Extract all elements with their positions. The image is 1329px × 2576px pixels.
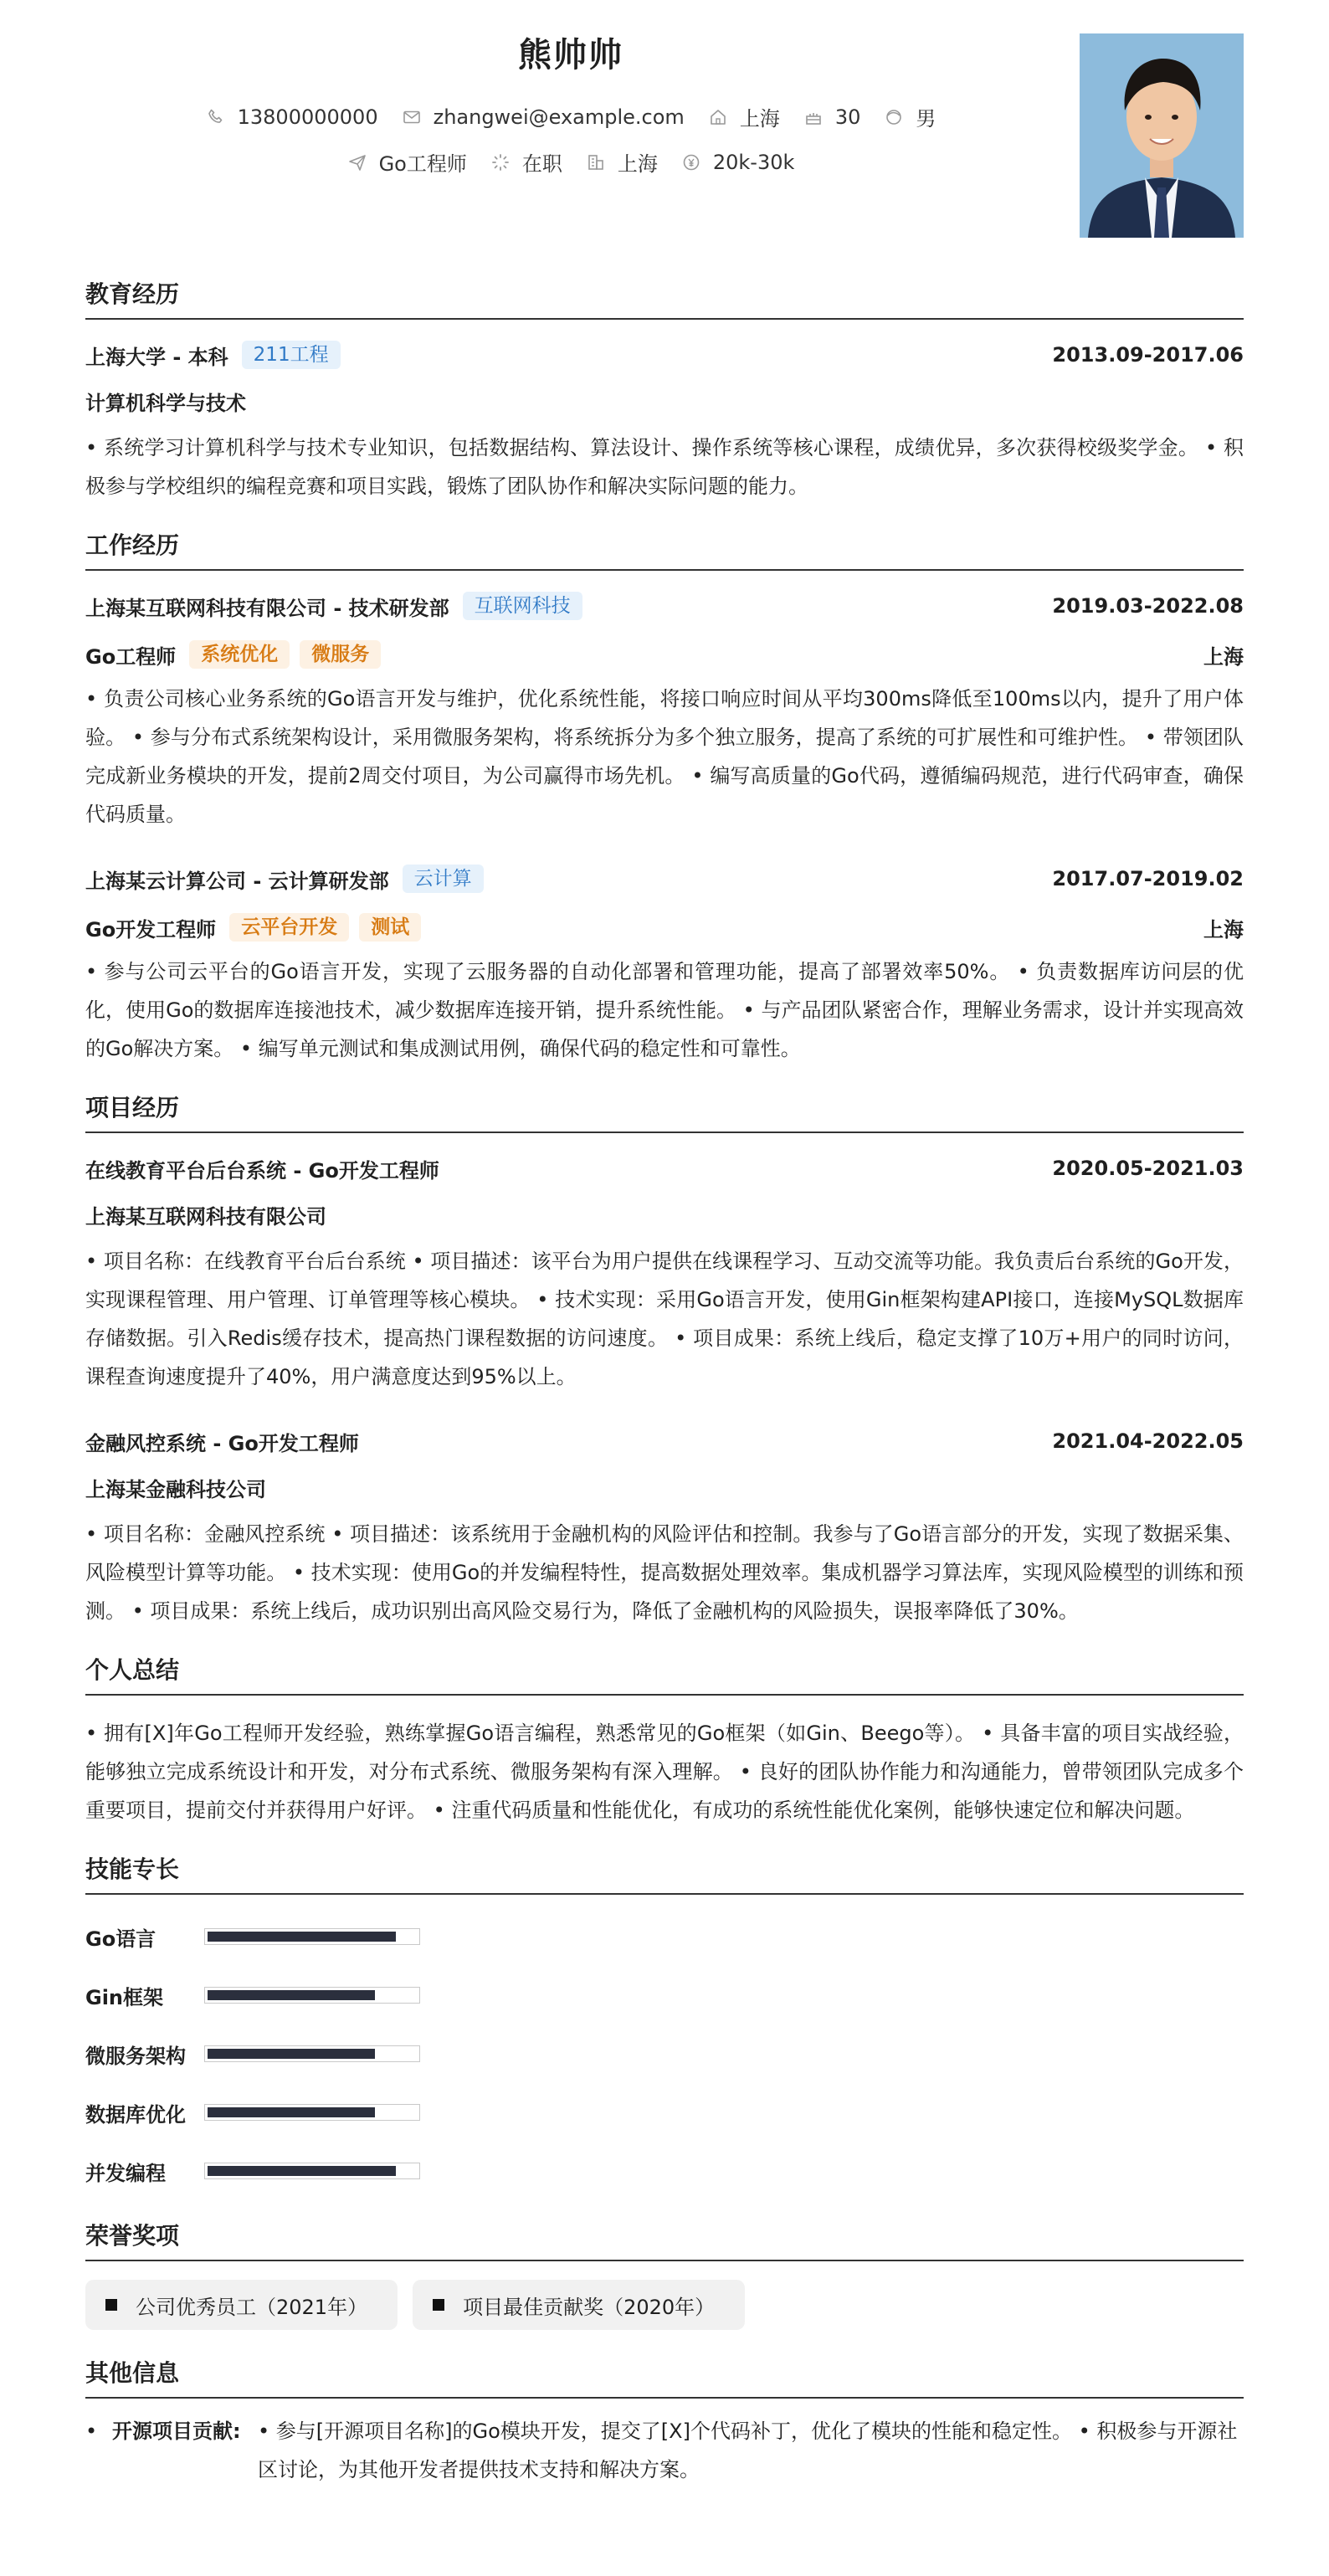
award-text: 公司优秀员工（2021年）: [136, 2295, 368, 2319]
skill-bar-fill: [208, 2166, 396, 2176]
project-period: 2020.05-2021.03: [1052, 1157, 1244, 1180]
project-name: 金融风控系统 - Go开发工程师: [85, 1431, 359, 1455]
phone-text: 13800000000: [237, 105, 378, 129]
skills-title: 技能专长: [85, 1851, 1244, 1895]
work-role: Go开发工程师: [85, 917, 217, 942]
award-text: 项目最佳贡献奖（2020年）: [463, 2295, 716, 2319]
honors-title: 荣誉奖项: [85, 2218, 1244, 2261]
skill-bar: [204, 2104, 420, 2121]
skill-name: 数据库优化: [85, 2102, 186, 2127]
project-item: [85, 1152, 1244, 1396]
skill-item: [85, 2097, 1244, 2127]
email-info: [402, 105, 685, 129]
work-desc: • 负责公司核心业务系统的Go语言开发与维护，优化系统性能，将接口响应时间从平均300ms降低至100ms以内，提升了用户体验。 • 参与分布式系统架构设计，采用微服务架构，将系统拆分为多个独立服务，提高了系统的可扩展性和可维护性。 • 带领团队完成新业务模块的开发，提前2周交付项目，为公司赢得市场先机。 • 编写高质量的Go代码，遵循编码规范，进行代码审查，确保代码质量。: [85, 687, 1244, 826]
home-icon: [708, 107, 728, 127]
education-title: 教育经历: [85, 276, 1244, 320]
salary-text: 20k-30k: [712, 150, 795, 174]
project-item: [85, 1424, 1244, 1630]
work-desc: • 参与公司云平台的Go语言开发，实现了云服务器的自动化部署和管理功能，提高了部署效率50%。 • 负责数据库访问层的优化，使用Go的数据库连接池技术，减少数据库连接开销，提升系统性能。 • 与产品团队紧密合作，理解业务需求，设计并实现高效的Go解决方案。 • 编写单元测试和集成测试用例，确保代码的稳定性和可靠性。: [85, 960, 1244, 1060]
education-header: [85, 338, 1244, 372]
age-text: 30: [834, 105, 861, 129]
work-role: Go工程师: [85, 644, 177, 669]
mail-icon: [402, 107, 422, 127]
skill-bar-fill: [208, 2049, 375, 2059]
profile-photo: [1080, 33, 1244, 238]
skill-item: [85, 1922, 1244, 1952]
other-item: [85, 2412, 1244, 2489]
face-icon: [884, 107, 904, 127]
bullet-icon: •: [85, 2419, 98, 2443]
summary-desc: • 拥有[X]年Go工程师开发经验，熟练掌握Go语言编程，熟悉常见的Go框架（如Gin、Beego等）。 • 具备丰富的项目实战经验，能够独立完成系统设计和开发，对分布式系统、微服务架构有深入理解。 • 良好的团队协作能力和沟通能力，曾带领团队完成多个重要项目，提前交付并获得用户好评。 • 注重代码质量和性能优化，有成功的系统性能优化案例，能够快速定位和解决问题。: [85, 1722, 1244, 1822]
award-item: [413, 2280, 745, 2330]
skill-bar: [204, 2045, 420, 2062]
project-header: [85, 1424, 1244, 1458]
work-item: [85, 589, 1244, 834]
candidate-name: 熊帅帅: [518, 36, 623, 74]
square-bullet-icon: [433, 2299, 444, 2311]
phone-icon: [206, 107, 226, 127]
gender-text: 男: [916, 107, 936, 131]
phone-info: [206, 105, 378, 129]
gender-info: [884, 102, 936, 131]
work-city-info: [586, 147, 658, 177]
education-section: [85, 276, 1244, 505]
work-role-tag: 系统优化: [189, 640, 290, 669]
project-header: [85, 1152, 1244, 1185]
skill-name: Go语言: [85, 1927, 157, 1951]
skill-bar: [204, 1928, 420, 1945]
skill-name: 微服务架构: [85, 2044, 186, 2068]
education-desc: • 系统学习计算机科学与技术专业知识，包括数据结构、算法设计、操作系统等核心课程，成绩优异，多次获得校级奖学金。 • 积极参与学校组织的编程竞赛和项目实践，锻炼了团队协作和解决实际问题的能力。: [85, 436, 1244, 498]
work-role-row: [85, 638, 1244, 671]
salary-info: [681, 151, 795, 174]
contact-row: [85, 102, 1056, 131]
skill-item: [85, 2039, 1244, 2069]
other-desc: • 参与[开源项目名称]的Go模块开发，提交了[X]个代码补丁，优化了模块的性能和稳定性。 • 积极参与开源社区讨论，为其他开发者提供技术支持和解决方案。: [258, 2419, 1238, 2481]
work-section: [85, 527, 1244, 1068]
skill-bar-fill: [208, 2107, 375, 2117]
summary-title: 个人总结: [85, 1652, 1244, 1696]
work-role-tag: 微服务: [300, 640, 381, 669]
skill-bar: [204, 2163, 420, 2179]
work-role-tag: 云平台开发: [229, 913, 349, 942]
work-item: [85, 862, 1244, 1068]
skills-section: [85, 1851, 1244, 2186]
work-role-tag: 测试: [359, 913, 421, 942]
age-info: [803, 105, 861, 129]
cake-icon: [803, 107, 824, 127]
email-text: zhangwei@example.com: [433, 105, 685, 129]
city-text: 上海: [739, 107, 780, 131]
work-header: [85, 862, 1244, 895]
loading-icon: [490, 152, 511, 172]
position-info: [347, 147, 467, 177]
awards-list: [85, 2280, 1244, 2330]
school-tag: 211工程: [242, 341, 341, 369]
send-icon: [347, 152, 367, 172]
skill-item: [85, 2156, 1244, 2186]
city-info: [708, 102, 780, 131]
work-period: 2019.03-2022.08: [1052, 594, 1244, 618]
work-role-row: [85, 911, 1244, 944]
honors-section: [85, 2218, 1244, 2330]
work-location: 上海: [1203, 644, 1244, 669]
work-period: 2017.07-2019.02: [1052, 867, 1244, 890]
project-company: 上海某金融科技公司: [85, 1478, 266, 1501]
project-period: 2021.04-2022.05: [1052, 1429, 1244, 1453]
work-title: 工作经历: [85, 527, 1244, 571]
status-text: 在职: [521, 152, 562, 176]
work-industry-tag: 云计算: [403, 865, 484, 893]
work-company: 上海某云计算公司 - 云计算研发部: [85, 869, 389, 893]
skill-name: 并发编程: [85, 2161, 166, 2185]
school-name: 上海大学 - 本科: [85, 345, 228, 369]
coin-icon: [681, 152, 701, 172]
major-name: 计算机科学与技术: [85, 392, 246, 415]
work-city-text: 上海: [617, 152, 658, 176]
work-header: [85, 589, 1244, 623]
skill-item: [85, 1980, 1244, 2010]
education-period: 2013.09-2017.06: [1052, 343, 1244, 367]
summary-section: [85, 1652, 1244, 1829]
building-icon: [586, 152, 606, 172]
project-name: 在线教育平台后台系统 - Go开发工程师: [85, 1158, 439, 1183]
skill-bar: [204, 1987, 420, 2004]
project-title: 项目经历: [85, 1090, 1244, 1133]
project-company: 上海某互联网科技有限公司: [85, 1205, 326, 1229]
square-bullet-icon: [105, 2299, 117, 2311]
project-section: [85, 1090, 1244, 1630]
status-info: [490, 147, 562, 177]
award-item: [85, 2280, 398, 2330]
resume-header: [85, 0, 1244, 276]
skill-bar-fill: [208, 1990, 375, 2000]
other-label: 开源项目贡献:: [112, 2419, 241, 2443]
work-location: 上海: [1203, 917, 1244, 942]
skills-list: [85, 1922, 1244, 2186]
skill-name: Gin框架: [85, 1985, 164, 2009]
work-company: 上海某互联网科技有限公司 - 技术研发部: [85, 596, 449, 620]
job-intent-row: [85, 147, 1056, 177]
other-title: 其他信息: [85, 2355, 1244, 2399]
project-desc: • 项目名称：金融风控系统 • 项目描述：该系统用于金融机构的风险评估和控制。我参与了Go语言部分的开发，实现了数据采集、风险模型计算等功能。 • 技术实现：使用Go的并发编程特性，提高数据处理效率。集成机器学习算法库，实现风险模型的训练和预测。 • 项目成果：系统上线后，成功识别出高风险交易行为，降低了金融机构的风险损失，误报率降低了30%。: [85, 1522, 1244, 1623]
position-text: Go工程师: [378, 152, 467, 176]
other-section: [85, 2355, 1244, 2489]
work-industry-tag: 互联网科技: [463, 592, 582, 620]
skill-bar-fill: [208, 1932, 396, 1942]
project-desc: • 项目名称：在线教育平台后台系统 • 项目描述：该平台为用户提供在线课程学习、互动交流等功能。我负责后台系统的Go开发，实现课程管理、用户管理、订单管理等核心模块。 • 技术实现：采用Go语言开发，使用Gin框架构建API接口，连接MySQL数据库存储数据。引入Redis缓存技术，提高热门课程数据的访问速度。 • 项目成果：系统上线后，稳定支撑了10万+用户的同时访问，课程查询速度提升了40%，用户满意度达到95%以上。: [85, 1250, 1244, 1388]
